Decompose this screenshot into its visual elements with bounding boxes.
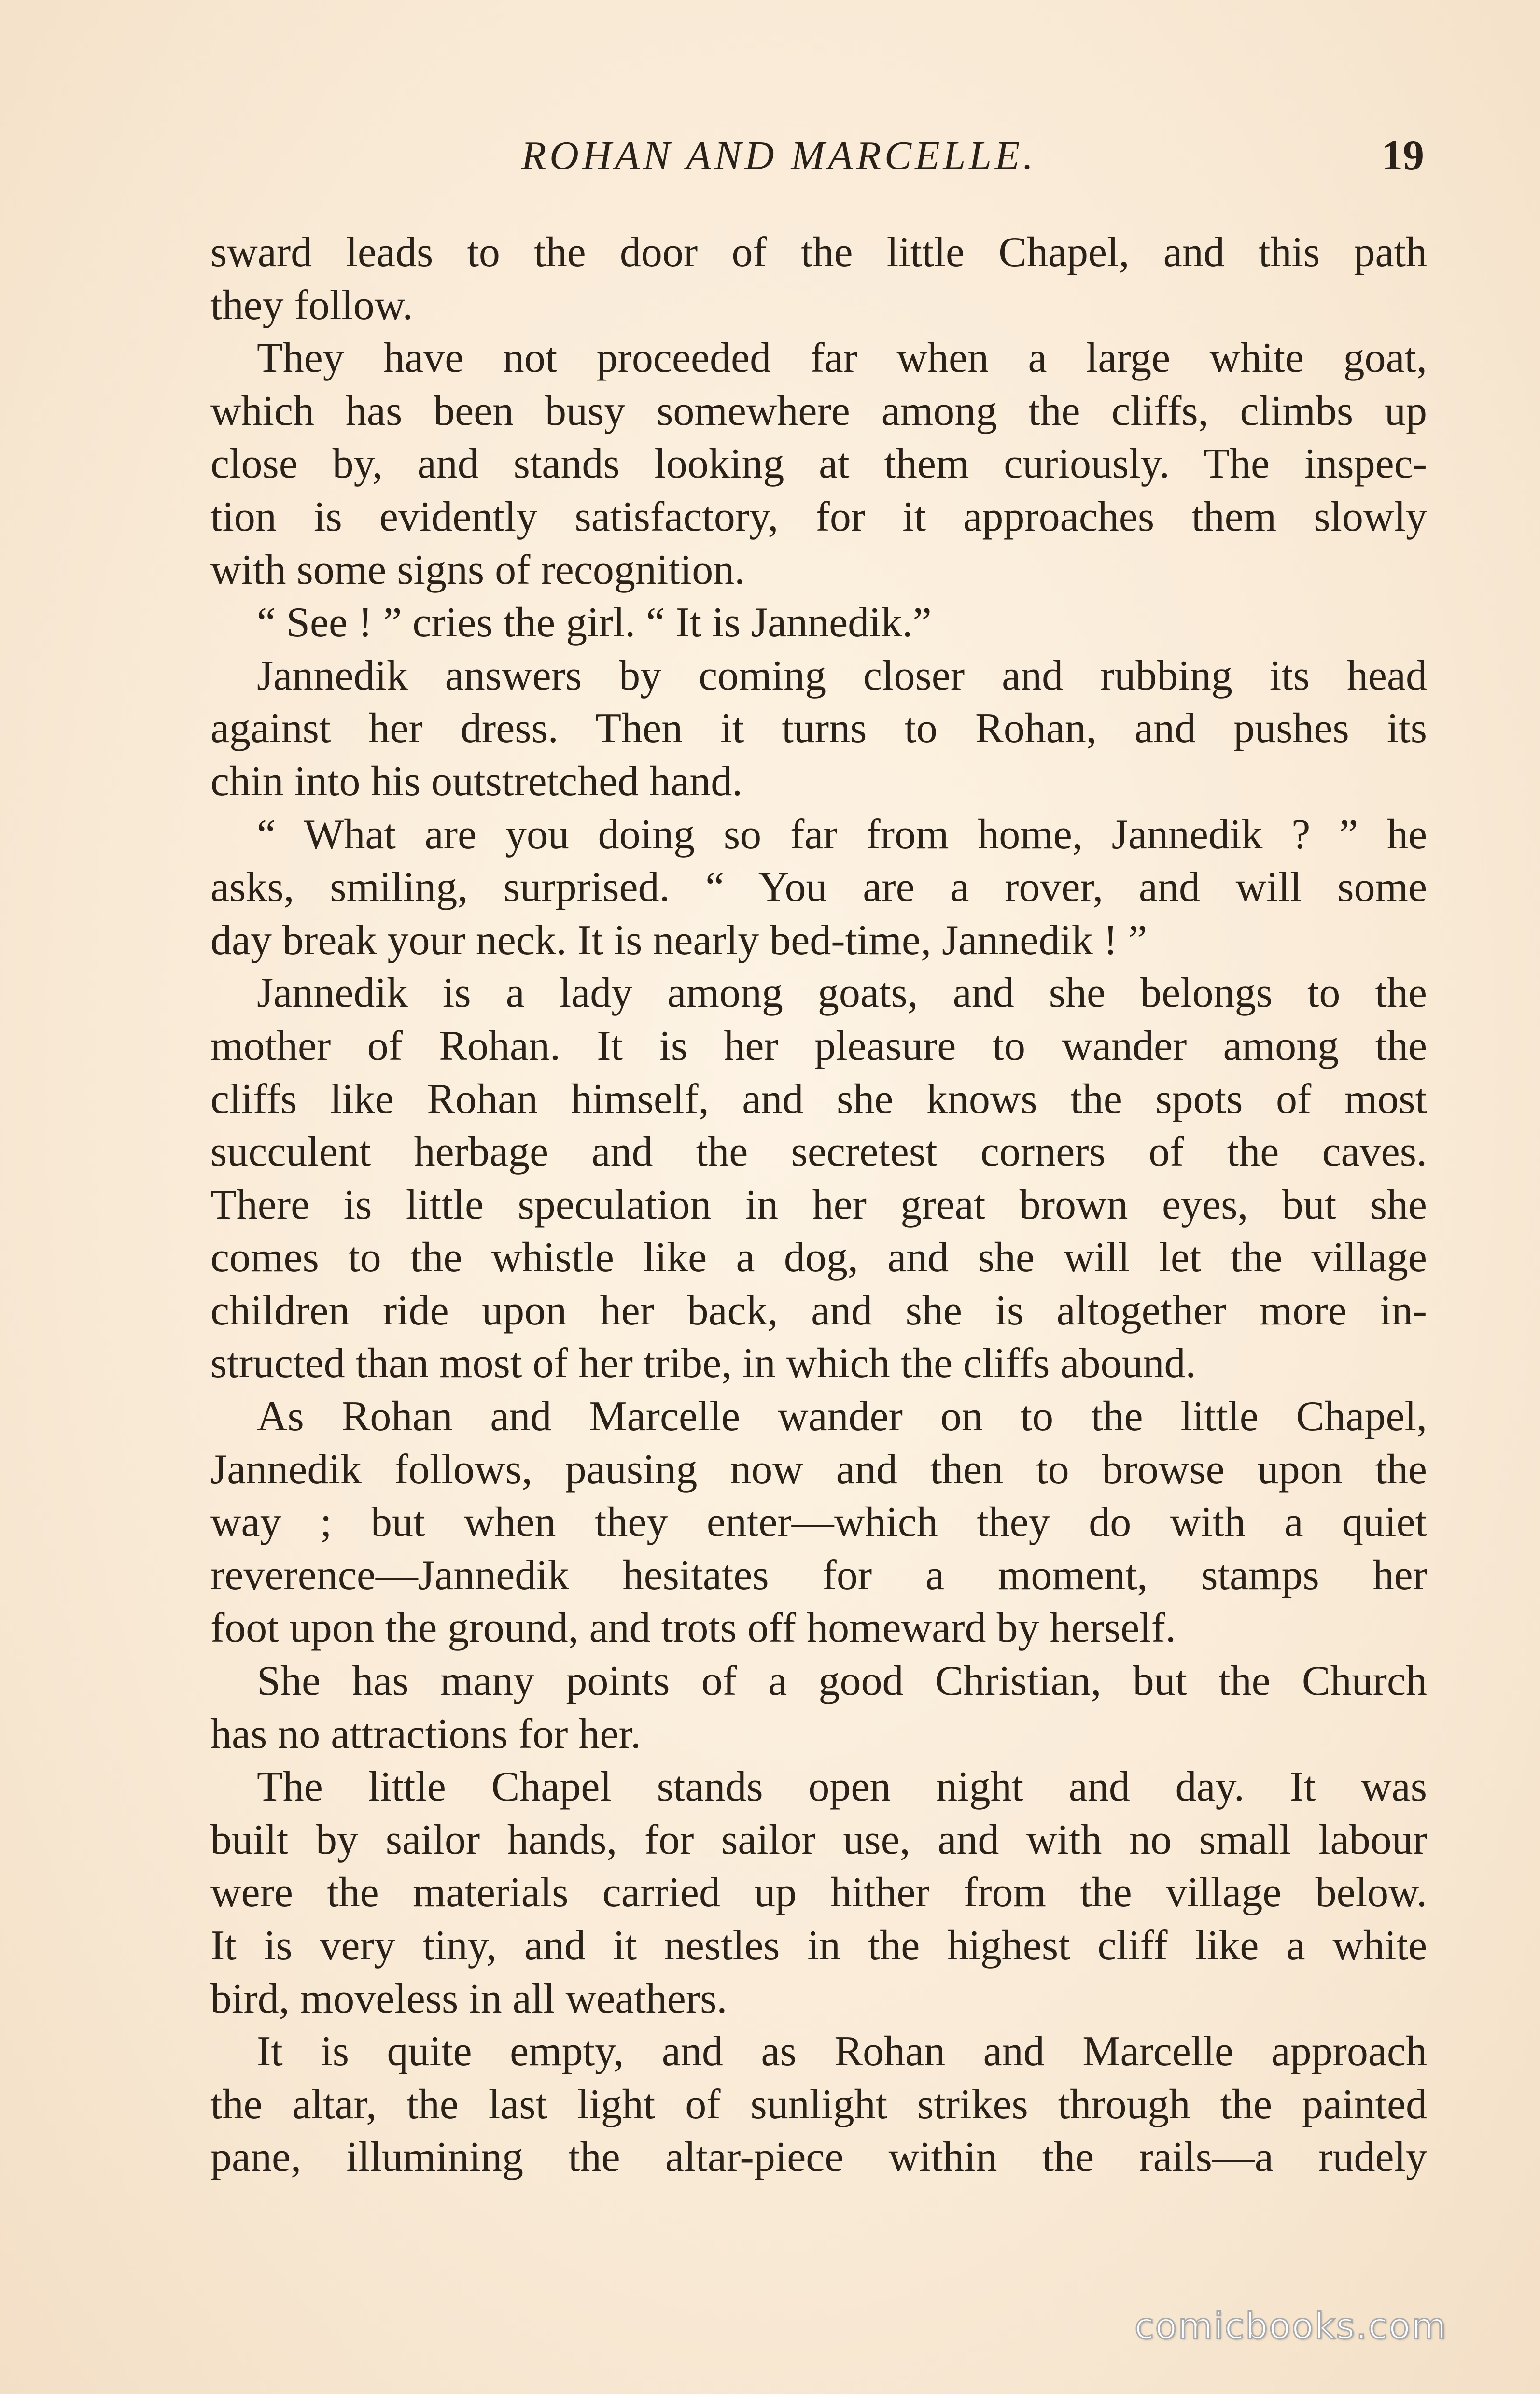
text-line: with some signs of recognition. [210,546,745,593]
text-line: She has many points of a good Christian, but the Church [257,1658,1427,1705]
text-line: comes to the whistle like a dog, and she will let the village [210,1234,1427,1281]
text-line: They have not proceeded far when a large white goat, [257,335,1427,382]
text-line: built by sailor hands, for sailor use, and with no small labour [210,1816,1427,1863]
text-line: has no attractions for her. [210,1710,641,1758]
text-line: were the materials carried up hither from the village below. [210,1869,1427,1916]
text-line: It is very tiny, and it nestles in the highest cliff like a white [210,1922,1427,1969]
text-line: Jannedik is a lady among goats, and she belongs to the [257,970,1427,1017]
text-line: which has been busy somewhere among the cliffs, climbs up [210,387,1427,435]
text-line: foot upon the ground, and trots off homeward by herself. [210,1605,1176,1652]
text-line: sward leads to the door of the little Chapel, and this path [210,229,1427,276]
text-line: the altar, the last light of sunlight strikes through the painted [210,2081,1427,2128]
text-line: close by, and stands looking at them curiously. The inspec- [210,440,1427,488]
text-line: bird, moveless in all weathers. [210,1975,728,2022]
text-line: “ What are you doing so far from home, Jannedik ? ” he [257,811,1427,858]
text-line: against her dress. Then it turns to Rohan, and pushes its [210,705,1427,752]
text-line: succulent herbage and the secretest corners of the caves. [210,1128,1427,1176]
text-line: structed than most of her tribe, in which the cliffs abound. [210,1340,1196,1387]
text-line: cliffs like Rohan himself, and she knows the spots of most [210,1075,1427,1123]
text-line: way ; but when they enter—which they do with a quiet [210,1499,1427,1546]
body-text [210,226,1427,2184]
text-line: As Rohan and Marcelle wander on to the little Chapel, [257,1393,1427,1440]
text-line: children ride upon her back, and she is altogether more in- [210,1287,1427,1334]
text-line: It is quite empty, and as Rohan and Marcelle approach [257,2028,1427,2075]
text-line: tion is evidently satisfactory, for it approaches them slowly [210,493,1427,540]
text-line: Jannedik answers by coming closer and rubbing its head [257,652,1427,699]
text-line: chin into his outstretched hand. [210,758,743,805]
watermark: comicbooks.com [1134,2306,1447,2347]
text-line: Jannedik follows, pausing now and then to browse upon the [210,1446,1427,1493]
text-line: The little Chapel stands open night and day. It was [257,1763,1427,1811]
text-line: they follow. [210,282,413,329]
text-line: “ See ! ” cries the girl. “ It is Jannedik.” [257,599,932,647]
text-line: mother of Rohan. It is her pleasure to wander among the [210,1022,1427,1070]
text-line: asks, smiling, surprised. “ You are a rover, and will some [210,864,1427,911]
running-title: ROHAN AND MARCELLE. [521,133,1037,178]
text-line: reverence—Jannedik hesitates for a moment, stamps her [210,1551,1427,1599]
text-line: day break your neck. It is nearly bed-time, Jannedik ! ” [210,916,1148,964]
page-number: 19 [1382,132,1424,179]
page-header [0,129,1540,183]
text-line: There is little speculation in her great brown eyes, but she [210,1181,1427,1228]
text-line: pane, illumining the altar-piece within the rails—a rudely [210,2134,1427,2181]
